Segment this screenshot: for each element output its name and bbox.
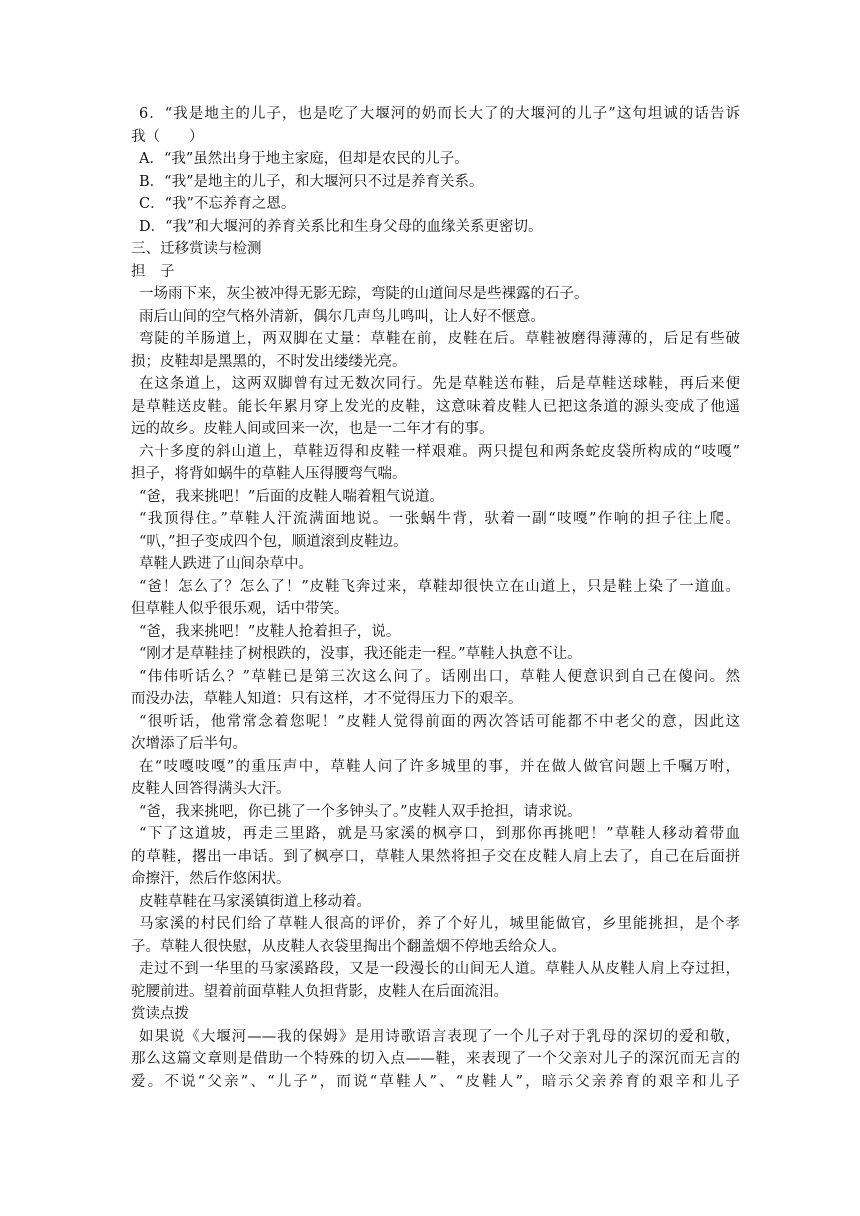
comment-title: 赏读点拨 bbox=[131, 1006, 189, 1022]
story-line: 远的故乡。皮鞋人间或回来一次，也是一二年才有的事。 bbox=[131, 421, 494, 437]
story-line: 在“吱嘎吱嘎”的重压声中，草鞋人问了许多城里的事，并在做人做官问题上千嘱万咐， bbox=[139, 758, 740, 775]
story-line: “爸，我来挑吧！”后面的皮鞋人喘着粗气说道。 bbox=[139, 488, 444, 505]
story-line: “爸，我来挑吧，你已挑了一个多钟头了。”皮鞋人双手抢担，请求说。 bbox=[139, 803, 582, 820]
story-line: 子。草鞋人很快慰，从皮鞋人衣袋里掏出个翻盖烟不停地丢给众人。 bbox=[131, 938, 566, 955]
story-line: 在这条道上，这两双脚曾有过无数次同行。先是草鞋送布鞋，后是草鞋送球鞋，再后来便 bbox=[139, 376, 740, 392]
story-line: 驼腰前进。望着前面草鞋人负担背影，皮鞋人在后面流泪。 bbox=[131, 983, 508, 1000]
story-title: 担 子 bbox=[131, 263, 175, 280]
story-line: “下了这道坡，再走三里路，就是马家溪的枫亭口，到那你再挑吧！”草鞋人移动着带血 bbox=[139, 826, 740, 842]
option-d: D．“我”和大堰河的养育关系比和生身父母的血缘关系更密切。 bbox=[139, 218, 543, 235]
option-a: A．“我”虽然出身于地主家庭，但却是农民的儿子。 bbox=[139, 151, 469, 167]
story-line: 草鞋人跌进了山间杂草中。 bbox=[139, 556, 313, 572]
story-line: “很听话，他常常念着您呢！”皮鞋人觉得前面的两次答话可能都不中老父的意，因此这 bbox=[139, 713, 740, 730]
story-line: 命擦汗，然后作悠闲状。 bbox=[131, 871, 291, 887]
story-line: 走过不到一华里的马家溪路段，又是一段漫长的山间无人道。草鞋人从皮鞋人肩上夺过担， bbox=[139, 961, 740, 977]
section-title: 三、迁移赏读与检测 bbox=[131, 241, 262, 257]
question-stem: 6．“我是地主的儿子，也是吃了大堰河的奶而长大了的大堰河的儿子”这句坦诚的话告诉 bbox=[139, 106, 740, 122]
story-line: 是草鞋送皮鞋。能长年累月穿上发光的皮鞋，这意味着皮鞋人已把这条道的源头变成了他遥 bbox=[131, 398, 740, 415]
story-line: “我顶得住。”草鞋人汗流满面地说。一张蜗牛背，驮着一副“吱嘎”作响的担子往上爬。 bbox=[139, 511, 740, 527]
option-b: B．“我”是地主的儿子，和大堰河只不过是养育关系。 bbox=[139, 173, 484, 190]
story-line: 皮鞋人回答得满头大汗。 bbox=[131, 781, 291, 797]
story-line: “爸！怎么了？怎么了！”皮鞋飞奔过来，草鞋却很快立在山道上，只是鞋上染了一道血。 bbox=[139, 578, 740, 595]
comment-line: 如果说《大堰河——我的保姆》是用诗歌语言表现了一个儿子对于乳母的深切的爱和敬， bbox=[139, 1028, 740, 1045]
story-line: 而没办法，草鞋人知道：只有这样，才不觉得压力下的艰辛。 bbox=[131, 691, 523, 707]
question-stem-cont: 我（ ） bbox=[131, 128, 204, 145]
comment-line: 爱。不说“父亲”、“儿子”，而说“草鞋人”、“皮鞋人”，暗示父亲养育的艰辛和儿子 bbox=[131, 1073, 740, 1090]
story-line: 一场雨下来，灰尘被冲得无影无踪，弯陡的山道间尽是些裸露的石子。 bbox=[139, 286, 589, 302]
story-line: 的草鞋，撂出一串话。到了枫亭口，草鞋人果然将担子交在皮鞋人肩上去了，自己在后面拼 bbox=[131, 848, 740, 865]
story-line: 弯陡的羊肠道上，两双脚在丈量：草鞋在前，皮鞋在后。草鞋被磨得薄薄的，后足有些破 bbox=[139, 331, 740, 347]
story-line: 但草鞋人似乎很乐观，话中带笑。 bbox=[131, 601, 349, 617]
story-line: “爸，我来挑吧！”皮鞋人抢着担子，说。 bbox=[139, 623, 401, 640]
comment-line: 那么这篇文章则是借助一个特殊的切入点——鞋，来表现了一个父亲对儿子的深沉而无言的 bbox=[131, 1051, 740, 1067]
story-line: 马家溪的村民们给了草鞋人很高的评价，养了个好儿，城里能做官，乡里能挑担，是个孝 bbox=[139, 916, 740, 932]
story-line: 次增添了后半句。 bbox=[131, 736, 247, 752]
story-line: “刚才是草鞋挂了树根跌的，没事，我还能走一程。”草鞋人执意不让。 bbox=[139, 646, 582, 662]
story-line: 皮鞋草鞋在马家溪镇街道上移动着。 bbox=[139, 893, 371, 910]
option-c: C．“我”不忘养育之恩。 bbox=[139, 196, 296, 212]
story-line: 雨后山间的空气格外清新，偶尔几声鸟儿鸣叫，让人好不惬意。 bbox=[139, 308, 545, 325]
story-line: 六十多度的斜山道上，草鞋迈得和皮鞋一样艰难。两只提包和两条蛇皮袋所构成的“吱嘎” bbox=[139, 443, 740, 460]
story-line: 担子，将背如蜗牛的草鞋人压得腰弯气喘。 bbox=[131, 466, 407, 482]
story-line: 损；皮鞋却是黑黑的，不时发出缕缕光亮。 bbox=[131, 353, 407, 370]
story-line: “叭，”担子变成四个包，顺道滚到皮鞋边。 bbox=[139, 533, 408, 550]
story-line: “伟伟听话么？”草鞋已是第三次这么问了。话刚出口，草鞋人便意识到自己在傻问。然 bbox=[139, 668, 740, 685]
